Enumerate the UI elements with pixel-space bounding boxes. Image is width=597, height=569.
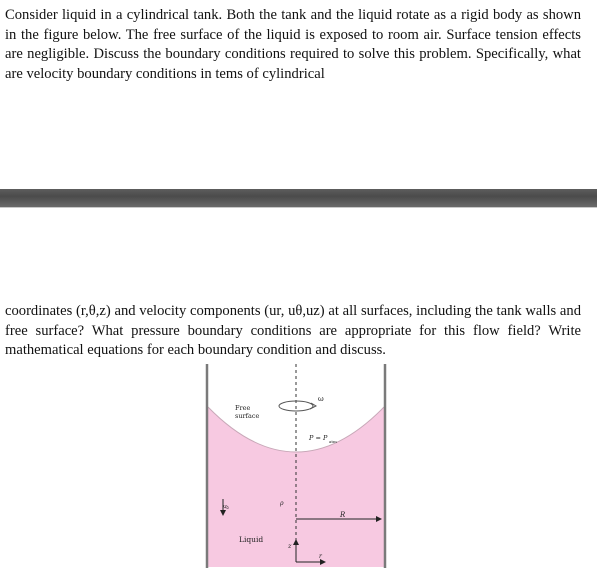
rotating-tank-figure	[195, 362, 427, 569]
tank-diagram	[195, 362, 427, 569]
pressure-subscript: atm	[329, 439, 337, 444]
density-label: ρ	[280, 500, 284, 507]
free-surface-label-2: surface	[235, 412, 260, 420]
pressure-label: P = P	[309, 434, 328, 442]
liquid-label: Liquid	[239, 535, 264, 544]
page-separator-line	[0, 207, 597, 208]
z-axis-label: z	[288, 542, 292, 550]
problem-text-part-2: coordinates (r,θ,z) and velocity components (ur, uθ,uz) at all surfaces, including the tank walls and free surface? What pressure boundary conditions are appropriate for this flow field? Write mathematical equations for each boundary condition and discuss.	[5, 303, 581, 358]
page-separator-bar	[0, 189, 597, 207]
gravity-label: g	[223, 505, 230, 509]
problem-text-part-1: Consider liquid in a cylindrical tank. Both the tank and the liquid rotate as a rigid body as shown in the figure below. The free surface of the liquid is exposed to room air. Surface tension effects are negligible. Discuss the boundary conditions required to solve this problem. Specifically, what are velocity boundary conditions in tems of cylindrical	[5, 7, 581, 82]
omega-label: ω	[318, 395, 324, 403]
free-surface-label: Free	[235, 404, 251, 412]
radius-label: R	[340, 511, 346, 519]
r-axis-label: r	[319, 553, 322, 560]
